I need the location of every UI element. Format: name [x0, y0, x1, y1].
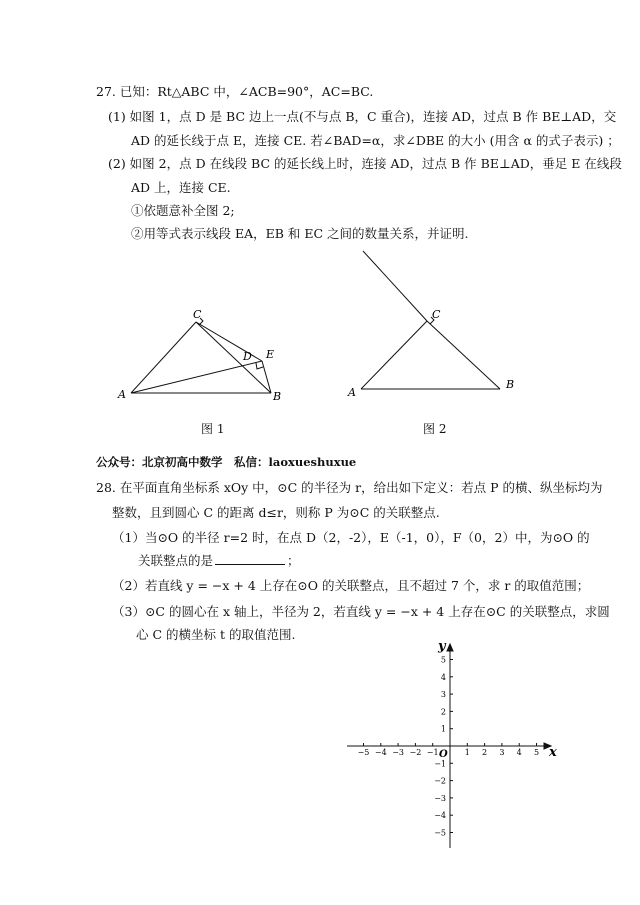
fig2-label-b: B: [506, 378, 515, 391]
y-axis-label: y: [438, 639, 446, 654]
q27-part2-line2: AD 上，连接 CE.: [131, 180, 231, 195]
x-tick-label: 3: [499, 748, 505, 757]
x-tick-label: 1: [464, 748, 470, 757]
q27-part1-line1: (1) 如图 1，点 D 是 BC 边上一点(不与点 B，C 重合)，连接 AD，过点 B 作 BE⊥AD，交: [108, 109, 617, 124]
q27-part2-task1: ①依题意补全图 2;: [131, 203, 235, 218]
q28-part1-line1: （1）当⊙O 的半径 r=2 时，在点 D（2，-2），E（-1，0），F（0，2）中，为⊙O 的: [112, 530, 590, 545]
fig1-label-a: A: [118, 388, 126, 401]
fig2-label-c: C: [432, 308, 441, 321]
fig2-label-a: A: [348, 386, 356, 399]
y-tick-label: −1: [434, 759, 446, 769]
y-axis-arrow: [447, 644, 453, 651]
q28-part1-end: ；: [287, 553, 300, 568]
x-axis-label: x: [549, 745, 557, 760]
x-tick-label: 4: [516, 748, 522, 757]
x-tick-label: 5: [533, 748, 540, 757]
y-tick-label: 1: [440, 724, 446, 734]
fig2-caption: 图 2: [423, 422, 447, 436]
x-tick-label: −4: [374, 748, 387, 757]
q28-stem-line2: 整数，且到圆心 C 的距离 d≤r，则称 P 为⊙C 的关联整点.: [112, 505, 440, 520]
promo-line: 公众号：北京初高中数学 私信：laoxueshuxue: [96, 455, 357, 469]
q28-part3-line2: 心 C 的横坐标 t 的取值范围.: [136, 627, 296, 642]
y-tick-label: −3: [434, 793, 446, 803]
x-tick-label: −1: [426, 748, 439, 757]
q27-part2-task2: ②用等式表示线段 EA，EB 和 EC 之间的数量关系，并证明.: [131, 226, 469, 241]
y-tick-label: 2: [440, 707, 446, 717]
fig1-label-d: D: [243, 350, 252, 363]
x-tick-label: −5: [357, 748, 370, 757]
q28-stem-line1: 28. 在平面直角坐标系 xOy 中，⊙C 的半径为 r，给出如下定义：若点 P 的横、纵坐标均为: [96, 480, 603, 495]
fig1-label-e: E: [266, 348, 275, 361]
q28-part3-line1: （3）⊙C 的圆心在 x 轴上，半径为 2，若直线 y = −x + 4 上存在⊙C 的关联整点，求圆: [112, 604, 610, 619]
y-tick-label: 5: [440, 655, 446, 665]
y-tick-label: −2: [434, 776, 446, 786]
y-tick-label: 4: [440, 672, 446, 682]
q28-part1-prompt: 关联整点的是: [138, 553, 214, 568]
y-tick-label: −4: [434, 811, 446, 821]
q28-part2: （2）若直线 y = −x + 4 上存在⊙O 的关联整点，且不超过 7 个，求 r 的取值范围；: [112, 578, 590, 593]
q27-stem: 27. 已知：Rt△ABC 中，∠ACB=90°，AC=BC.: [96, 84, 374, 99]
fig1-caption: 图 1: [201, 422, 225, 436]
y-tick-label: 3: [440, 690, 446, 700]
fig1-label-c: C: [193, 308, 202, 321]
x-tick-label: −2: [409, 748, 422, 757]
q27-part2-line1: (2) 如图 2，点 D 在线段 BC 的延长线上时，连接 AD，过点 B 作 BE⊥AD，垂足 E 在线段: [108, 156, 622, 171]
fig1-label-b: B: [273, 390, 282, 403]
y-tick-label: −5: [434, 828, 446, 838]
q27-part1-line2: AD 的延长线于点 E，连接 CE. 若∠BAD=α，求∠DBE 的大小 (用含 α 的式子表示) ；: [131, 133, 620, 148]
origin-label: O: [439, 749, 448, 760]
x-tick-label: 2: [482, 748, 488, 757]
x-tick-label: −3: [392, 748, 404, 757]
